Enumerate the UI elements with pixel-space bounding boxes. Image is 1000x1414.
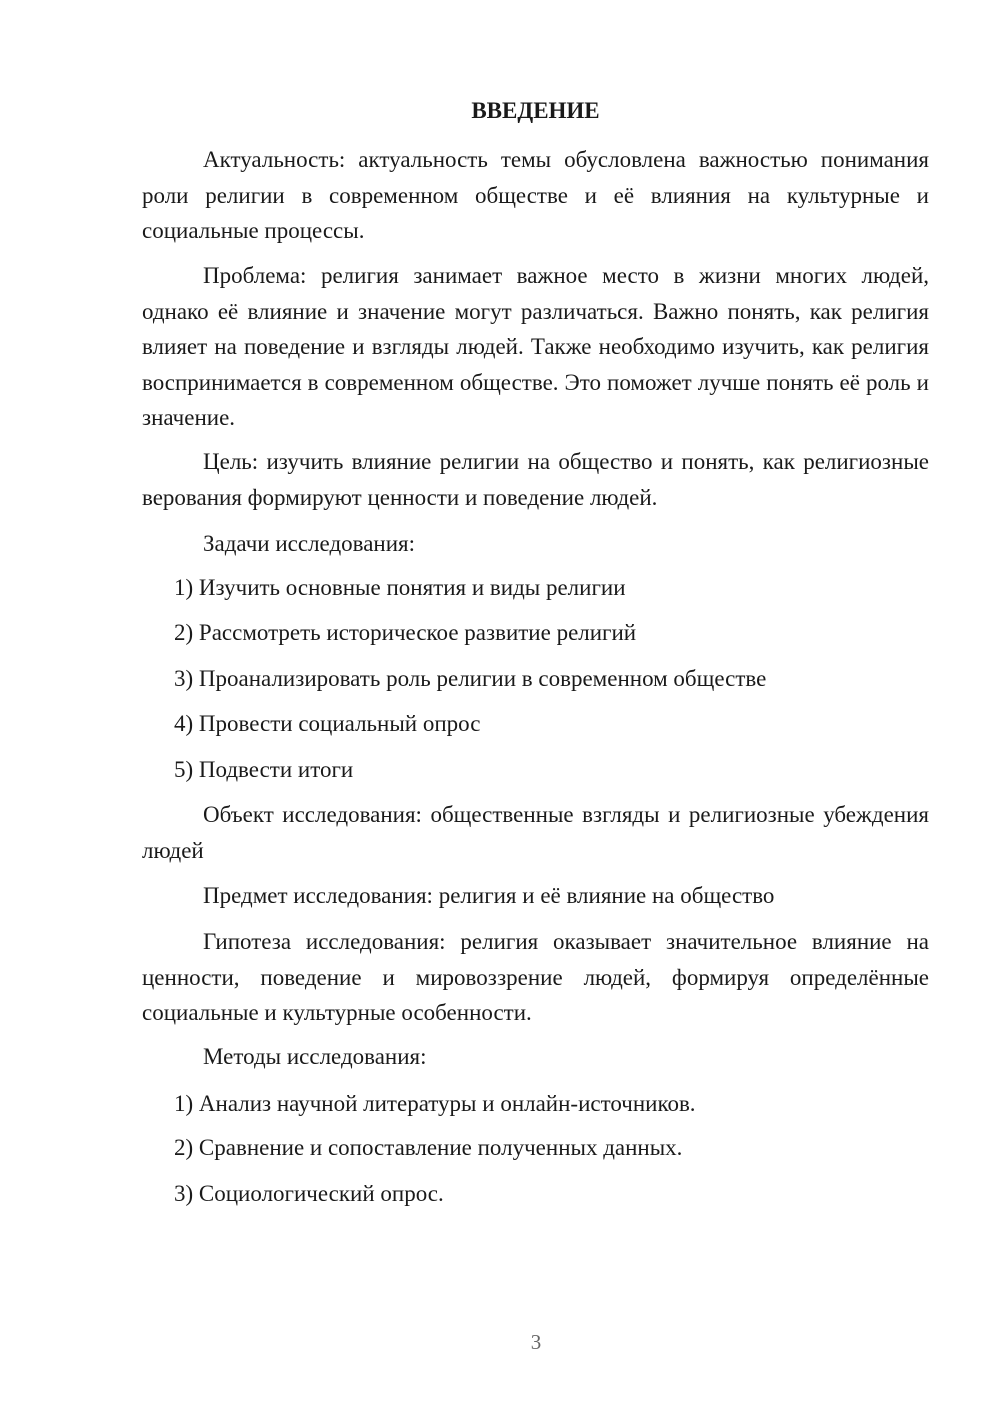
subject-line: Предмет исследования: религия и её влияние на общество	[203, 883, 775, 908]
object-paragraph: Объект исследования: общественные взгляды и религиозные убеждения людей	[142, 802, 929, 863]
goal-paragraph: Цель: изучить влияние религии на общество и понять, как религиозные верования формируют ценности и поведение людей.	[142, 449, 929, 510]
task-item: 1) Изучить основные понятия и виды религии	[174, 575, 626, 600]
methods-heading: Методы исследования:	[203, 1044, 427, 1069]
relevance-paragraph: Актуальность: актуальность темы обусловлена важностью понимания роли религии в современном обществе и её влияния на культурные и социальные процессы.	[142, 147, 929, 243]
task-item: 4) Провести социальный опрос	[174, 711, 481, 736]
page-title: ВВЕДЕНИЕ	[471, 98, 600, 123]
tasks-heading: Задачи исследования:	[203, 531, 416, 556]
task-item: 3) Проанализировать роль религии в современном обществе	[174, 666, 767, 691]
problem-paragraph: Проблема: религия занимает важное место в жизни многих людей, однако её влияние и значение могут различаться. Важно понять, как религия влияет на поведение и взгляды людей. Также необходимо изучить, как религия воспринимается в современном обществе. Это поможет лучше понять её роль и значение.	[142, 263, 929, 430]
hypothesis-paragraph: Гипотеза исследования: религия оказывает значительное влияние на ценности, поведение и мировоззрение людей, формируя определённые социальные и культурные особенности.	[142, 929, 929, 1025]
task-item: 2) Рассмотреть историческое развитие религий	[174, 620, 637, 645]
method-item: 3) Социологический опрос.	[174, 1181, 444, 1206]
page-number: 3	[530, 1330, 542, 1354]
method-item: 2) Сравнение и сопоставление полученных данных.	[174, 1135, 683, 1160]
task-item: 5) Подвести итоги	[174, 757, 354, 782]
method-item: 1) Анализ научной литературы и онлайн-источников.	[174, 1091, 696, 1116]
